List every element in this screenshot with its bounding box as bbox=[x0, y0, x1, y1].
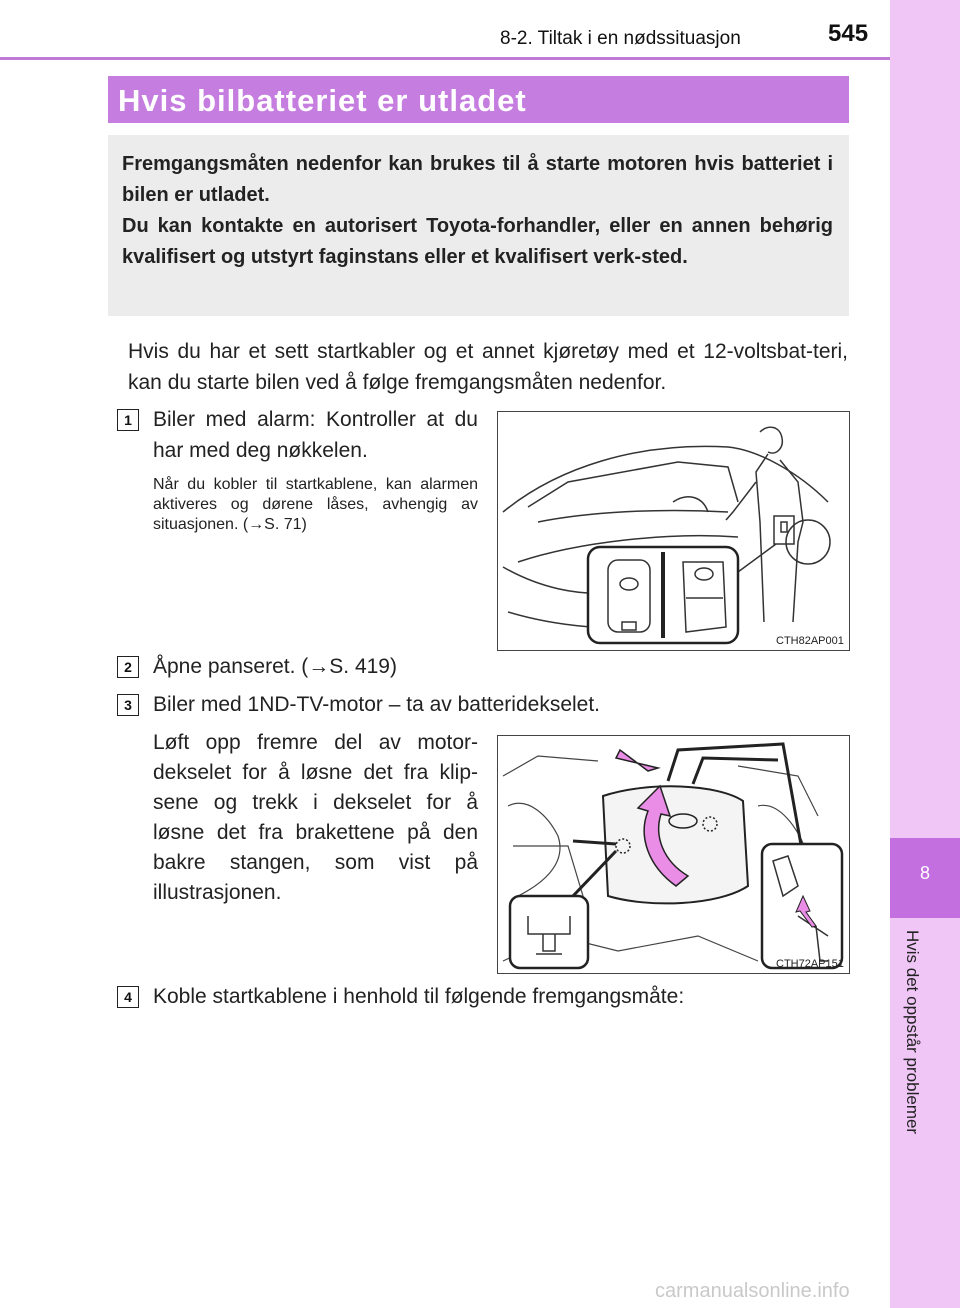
step-3-badge: 3 bbox=[117, 694, 139, 716]
watermark: carmanualsonline.info bbox=[655, 1280, 850, 1302]
chapter-tab[interactable] bbox=[890, 838, 960, 918]
intro-paragraph: Hvis du har et sett startkabler og et annet kjøretøy med et 12-voltsbat-teri, kan du starte bilen ved å følge fremgangsmåten nedenfor. bbox=[128, 340, 848, 394]
pull-arrow-icon bbox=[616, 750, 658, 771]
step-3-detail: Løft opp fremre del av motor-dekselet for å løsne det fra klip-sene og trekk i dekselet for å løsne det fra brakettene på den bakre stangen, som vist på illustrasjonen. bbox=[153, 731, 478, 904]
figure-2-code: CTH72AP151 bbox=[776, 958, 844, 970]
figure-key-alarm bbox=[497, 411, 850, 651]
chapter-title: Hvis det oppstår problemer bbox=[903, 930, 922, 1135]
section-title: 8-2. Tiltak i en nødssituasjon bbox=[500, 28, 741, 49]
figure-1-code: CTH82AP001 bbox=[776, 635, 844, 647]
step-2-text: Åpne panseret. (→S. 419) bbox=[153, 655, 397, 678]
step-2-badge: 2 bbox=[117, 656, 139, 678]
page-title: Hvis bilbatteriet er utladet bbox=[118, 83, 527, 118]
intro-line-1: Fremgangsmåten nedenfor kan brukes til å starte motoren hvis batteriet i bilen er utladet. bbox=[122, 153, 833, 206]
step-3-text: Biler med 1ND-TV-motor – ta av batteridekselet. bbox=[153, 693, 601, 716]
title-bar bbox=[108, 76, 849, 123]
chapter-number: 8 bbox=[919, 863, 930, 883]
header-rule bbox=[0, 57, 890, 60]
step-4-text: Koble startkablene i henhold til følgende fremgangsmåte: bbox=[153, 985, 685, 1008]
car-person-illustration bbox=[498, 412, 849, 650]
step-1-text: Biler med alarm: Kontroller at du har med deg nøkkelen. bbox=[153, 408, 478, 462]
page-number: 545 bbox=[828, 20, 869, 47]
clip-callout-box bbox=[510, 896, 588, 968]
engine-cover-illustration bbox=[498, 736, 849, 973]
intro-text bbox=[122, 149, 833, 273]
step-1-badge: 1 bbox=[117, 409, 139, 431]
step-4-badge: 4 bbox=[117, 986, 139, 1008]
intro-box bbox=[108, 135, 849, 316]
intro-line-2: Du kan kontakte en autorisert Toyota-forhandler, eller en annen behørig kvalifisert og utstyrt faginstans eller et kvalifisert verk-sted. bbox=[122, 215, 833, 268]
figure-engine-cover bbox=[497, 735, 850, 974]
step-1-note: Når du kobler til startkablene, kan alarmen aktiveres og dørene låses, avhengig av situasjonen. (→S. 71) bbox=[153, 476, 478, 533]
